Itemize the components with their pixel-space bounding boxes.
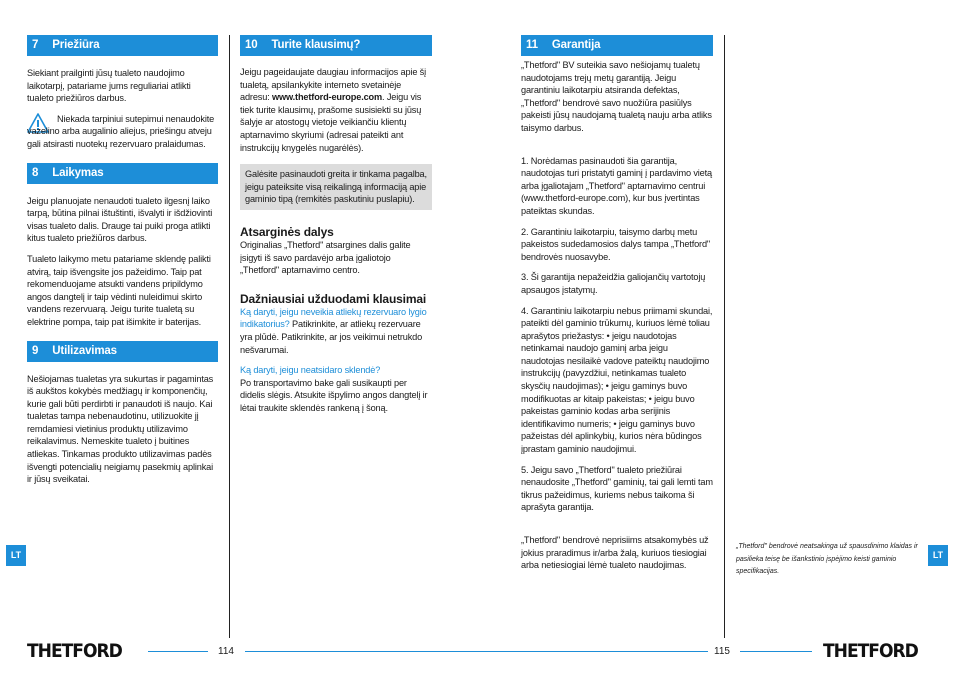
page-number-right: 115 bbox=[714, 646, 730, 657]
paragraph: „Thetford" BV suteikia savo nešiojamų tualetų naudotojams trejų metų garantiją. Jeigu garantiniu laikotarpiu atsiranda defektas, „Thetford" bendrovė savo nuožiūra pasiūlys pakeisti jūsų naudojamą tualetą nauju arba atliks taisymo darbus. bbox=[521, 60, 712, 133]
disclaimer-note: „Thetford" bendrovė neatsakinga už spausdinimo klaidas ir pasilieka teisę be išankstinio įspėjimo keisti gaminio specifikacijas. bbox=[736, 543, 918, 575]
spare-parts-heading: Atsarginės dalys bbox=[240, 224, 334, 239]
section-title: Priežiūra bbox=[52, 39, 100, 51]
column-3 bbox=[521, 35, 713, 580]
faq-heading: Dažniausiai užduodami klausimai bbox=[240, 291, 427, 306]
section-number: 8 bbox=[32, 166, 39, 179]
thetford-logo-right: THETFORD bbox=[823, 640, 918, 662]
paragraph: Tualeto laikymo metu patariame sklendę palikti atvirą, taip išvengsite jos pažeidimo. Taip pat rekomenduojame atsukti vandens pripildymo angos dangtelį ir taip vėdinti nuleidimui skirto vandens rezervuarą. Jeigu turite tualetą su elektrine pompa, taip pat išimkite ir baterijas. bbox=[27, 253, 211, 327]
paragraph bbox=[240, 66, 432, 154]
faq-answer: Po transportavimo bake gali susikaupti per didelis slėgis. Atsukite išpylimo angos dangtelį ir lėtai traukite sklendės rankeną į šoną. bbox=[240, 377, 428, 413]
footer-rule bbox=[245, 651, 708, 652]
thetford-logo-left: THETFORD bbox=[27, 640, 122, 662]
paragraph: 5. Jeigu savo „Thetford" tualeto priežiūrai nenaudosite „Thetford" gaminių, tai gali lemti tam tikrus pažeidimus, kuriems nebus taikoma ši aprašyta garantija. bbox=[521, 464, 713, 513]
paragraph: Nešiojamas tualetas yra sukurtas ir pagamintas iš aukštos kokybės medžiagų ir komponenčių, kurie gali būti perdirbti ir panaudoti iš naujo. Kai tualetas tampa nebenaudotinu, utilizuokite jį remdamiesi vietinius produktų utilizavimo reikalavimus. Nemeskite tualeto į buitines atliekas. Tinkamas produkto utilizavimas padės išvengti potencialių neigiamų pasekmių aplinkai ir jūsų sveikatai. bbox=[27, 373, 214, 485]
column-2 bbox=[240, 35, 432, 422]
paragraph: 3. Ši garantija nepažeidžia galiojančių vartotojų apsaugos įstatymų. bbox=[521, 272, 706, 295]
paragraph: „Thetford" bendrovė neprisiims atsakomybės už jokius praradimus ir/arba žalą, kuriuos tiesiogiai arba netiesiogiai lėmė tualeto naudojimas. bbox=[521, 535, 709, 571]
paragraph: 1. Norėdamas pasinaudoti šia garantija, naudotojas turi pristatyti gaminį į pardavimo vietą arba įgaliotajam „Thetford" aptarnavimo centrui (www.thetford-europe.com), kur bus įvertintas pateiktas skundas. bbox=[521, 155, 712, 216]
warning-paragraph: Niekada tarpiniui sutepimui nenaudokite vazelino arba augalinio aliejus, priešingu atveju gali atsirasti nuotekų rezervuaro pralaidumas. bbox=[27, 113, 215, 149]
paragraph: Jeigu planuojate nenaudoti tualeto ilgesnį laiko tarpą, būtina pilnai ištuštinti, išvalyti ir išdžiovinti visas tualeto dalis. Drauge tai puiki proga atlikti kitus tualeto priežiūros darbus. bbox=[27, 195, 213, 244]
language-tab-right: LT bbox=[928, 545, 948, 566]
section-title: Utilizavimas bbox=[52, 344, 117, 357]
section-11-header bbox=[521, 35, 713, 56]
section-8-header bbox=[27, 163, 218, 184]
section-7-header bbox=[27, 35, 218, 56]
column-divider bbox=[229, 35, 230, 638]
footer-rule bbox=[148, 651, 208, 652]
faq-item bbox=[240, 364, 432, 414]
section-title: Laikymas bbox=[52, 166, 104, 179]
text: . Jeigu vis tiek turite klausimų, prašome susisiekti su jūsų šalyje ar atostogų vietoje veikiančiu klientų aptarnavimo skyriumi (adresai pateikti ant instrukcijų knygelės nugarėlės). bbox=[240, 92, 422, 153]
paragraph: Siekiant prailginti jūsų tualeto naudojimo laikotarpį, patariame jums reguliariai atlikti tualeto priežiūros darbus. bbox=[27, 68, 191, 104]
page-number-left: 114 bbox=[218, 646, 234, 657]
section-title: Garantija bbox=[551, 39, 601, 51]
section-10-header bbox=[240, 35, 432, 56]
website-url[interactable]: www.thetford-europe.com bbox=[272, 92, 383, 103]
column-divider bbox=[724, 35, 725, 638]
column-1 bbox=[27, 35, 218, 494]
text: Jeigu pageidaujate daugiau informacijos apie šį tualetą, apsilankykite interneto svetainėje adresu: bbox=[240, 67, 427, 103]
section-number: 11 bbox=[526, 39, 538, 51]
paragraph: 2. Garantiniu laikotarpiu, taisymo darbų metu pakeistos sudedamosios dalys tampa „Thetford" bendrovės nuosavybe. bbox=[521, 226, 711, 262]
footer-rule bbox=[740, 651, 812, 652]
section-number: 7 bbox=[32, 39, 39, 51]
faq-item bbox=[240, 306, 432, 356]
language-tab-left: LT bbox=[6, 545, 26, 566]
section-number: 9 bbox=[32, 344, 39, 357]
info-box: Galėsite pasinaudoti greita ir tinkama pagalba, jeigu pateiksite visą reikalingą informaciją apie gaminio tipą (remkitės paskutiniu puslapiu). bbox=[240, 164, 432, 210]
paragraph: 4. Garantiniu laikotarpiu nebus priimami skundai, pateikti dėl gaminio trūkumų, kuriuos lėmė toliau aprašytos priežastys: • jeigu naudotojas netinkamai naudojo gaminį arba jeigu naudotojas nesilaikė vadove pateiktų naudojimo instrukcijų (pavyzdžiui, netinkamas tualeto skysčių naudojimas); • jeigu gaminys buvo modifikuotas ar kitaip pakeistas; • jeigu buvo pakeistas gaminio kodas arba serijinis identifikavimo numeris; • jeigu gaminys buvo pažeistas dėl aplinkybių, kurios nėra būdingos įprastam gaminio naudojimui. bbox=[521, 305, 713, 455]
section-number: 10 bbox=[245, 39, 258, 51]
faq-answer: Patikrinkite, ar atliekų rezervuare yra plūdė. Patikrinkite, ar jos veikimui netrukdo nešvarumai. bbox=[240, 319, 423, 355]
faq-question: Ką daryti, jeigu neveikia atliekų rezervuaro lygio indikatorius? bbox=[240, 306, 427, 330]
section-title: Turite klausimų? bbox=[271, 39, 361, 51]
paragraph: Originalias „Thetford" atsargines dalis galite įsigyti iš savo pardavėjo arba įgaliotojo „Thetford" aptarnavimo centro. bbox=[240, 239, 411, 276]
faq-question: Ką daryti, jeigu neatsidaro sklendė? bbox=[240, 365, 381, 376]
section-9-header bbox=[27, 341, 218, 362]
